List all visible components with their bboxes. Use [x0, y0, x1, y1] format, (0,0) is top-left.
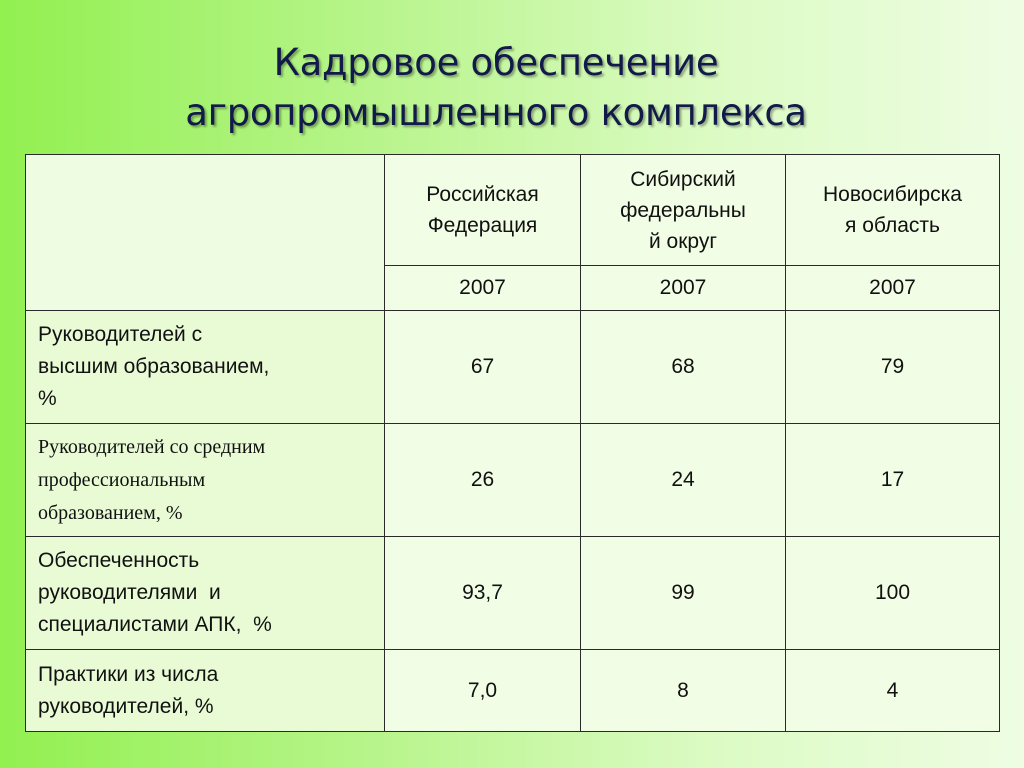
column-header-line: й округ	[648, 229, 718, 253]
row-label-line: руководителями и	[38, 581, 221, 604]
column-header-line: Сибирский	[630, 167, 736, 191]
row-label-line: руководителей, %	[38, 694, 214, 718]
column-header-novosibirsk	[786, 155, 1000, 266]
column-header-line: Федерация	[427, 214, 538, 237]
value-cell: 24	[581, 424, 786, 537]
row-label-line: Руководителей с	[38, 323, 203, 346]
row-label-line: высшим образованием,	[38, 355, 270, 378]
column-header-line: Российская	[426, 183, 539, 206]
column-header-line: Новосибирска	[823, 183, 962, 206]
row-label-line: Руководителей со средним	[38, 435, 266, 458]
table-row	[26, 311, 1000, 424]
value-cell: 4	[786, 650, 1000, 732]
header-row	[26, 155, 1000, 266]
column-header-siberia	[581, 155, 786, 266]
year-cell: 2007	[786, 266, 1000, 311]
table-row	[26, 424, 1000, 537]
row-label-line: Практики из числа	[38, 662, 219, 686]
year-cell: 2007	[581, 266, 786, 311]
value-cell: 67	[385, 311, 581, 424]
row-label-line: профессиональным	[38, 468, 206, 491]
value-cell: 8	[581, 650, 786, 732]
value-cell: 17	[786, 424, 1000, 537]
corner-cell	[26, 155, 385, 311]
column-header-line: я область	[845, 214, 940, 237]
table-row	[26, 650, 1000, 732]
row-label-line: %	[38, 387, 57, 410]
row-label	[26, 537, 385, 650]
row-label	[26, 650, 385, 732]
value-cell: 68	[581, 311, 786, 424]
value-cell: 26	[385, 424, 581, 537]
row-label-line: Обеспеченность	[38, 549, 200, 572]
staffing-table	[25, 154, 1000, 732]
slide-title-line-1: Кадровое обеспечение	[273, 41, 719, 84]
value-cell: 100	[786, 537, 1000, 650]
column-header-russia	[385, 155, 581, 266]
table-row	[26, 537, 1000, 650]
row-label	[26, 424, 385, 537]
column-header-line: федеральны	[620, 198, 746, 222]
year-cell: 2007	[385, 266, 581, 311]
slide-title	[0, 38, 992, 138]
row-label-line: образованием, %	[38, 501, 183, 524]
row-label	[26, 311, 385, 424]
value-cell: 99	[581, 537, 786, 650]
value-cell: 93,7	[385, 537, 581, 650]
value-cell: 7,0	[385, 650, 581, 732]
value-cell: 79	[786, 311, 1000, 424]
row-label-line: специалистами АПК, %	[38, 613, 272, 636]
slide-title-line-2: агропромышленного комплекса	[185, 91, 807, 134]
